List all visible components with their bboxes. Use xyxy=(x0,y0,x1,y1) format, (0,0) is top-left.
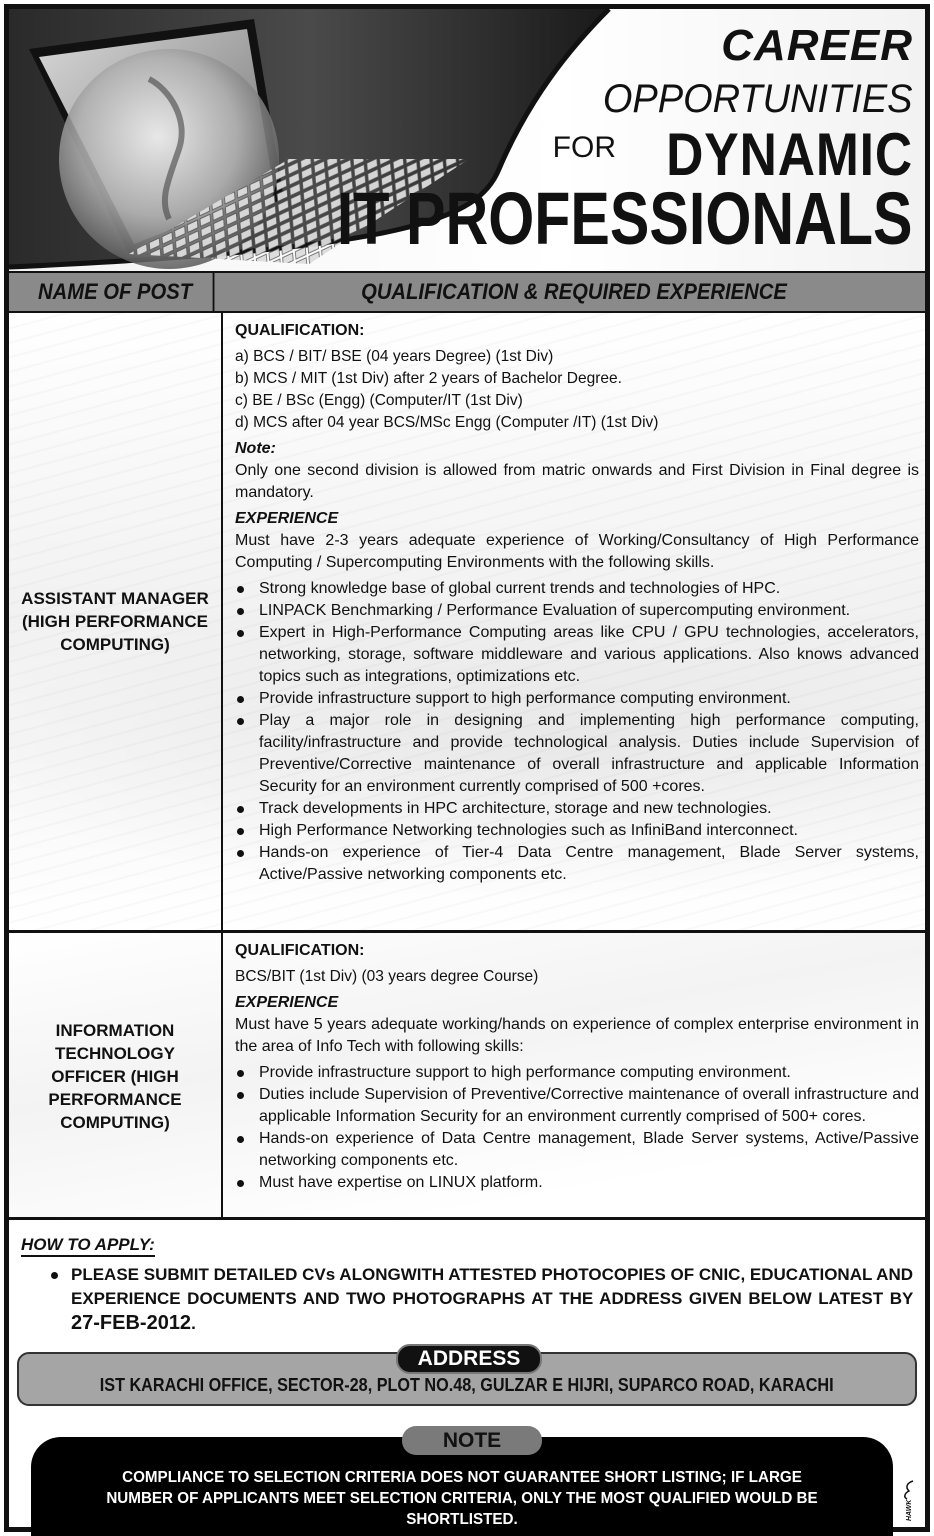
headline-for: FOR xyxy=(552,131,616,164)
qualification-item: c) BE / BSc (Engg) (Computer/IT (1st Div) xyxy=(235,392,523,409)
experience-heading: EXPERIENCE xyxy=(235,994,339,1011)
post-title: INFORMATION TECHNOLOGY OFFICER (HIGH PERFORMANCE COMPUTING) xyxy=(9,933,223,1219)
headline-opportunities: OPPORTUNITIES xyxy=(603,77,913,121)
post-requirements xyxy=(223,933,925,1219)
list-item: High Performance Networking technologies such as InfiniBand interconnect. xyxy=(235,820,919,842)
deadline-date: 27-FEB-2012 xyxy=(71,1312,192,1334)
table-header xyxy=(9,271,925,313)
list-item: Duties include Supervision of Preventive/Corrective maintenance of overall infrastructure and applicable Information Security for an environment currently comprised of 500+ cores. xyxy=(235,1084,919,1128)
table-row xyxy=(9,933,925,1219)
list-item: Expert in High-Performance Computing areas like CPU / GPU technologies, accelerators, networking, storage, software middleware and various applications. Also knows advanced topics such as integrations, optimizations etc. xyxy=(235,622,919,688)
list-item: LINPACK Benchmarking / Performance Evaluation of supercomputing environment. xyxy=(235,600,919,622)
qualification-item: a) BCS / BIT/ BSE (04 years Degree) (1st Div) xyxy=(235,348,554,365)
headline xyxy=(193,21,913,260)
list-item: Provide infrastructure support to high performance computing environment. xyxy=(235,1062,919,1084)
qualification-item: d) MCS after 04 year BCS/MSc Engg (Computer /IT) (1st Div) xyxy=(235,414,659,431)
experience-text: Must have 5 years adequate working/hands on experience of complex enterprise environment in the area of Info Tech with following skills: xyxy=(235,1016,919,1055)
how-to-apply-heading: HOW TO APPLY: xyxy=(21,1235,155,1257)
how-to-apply-section xyxy=(9,1221,925,1336)
divider xyxy=(9,1217,925,1220)
experience-text: Must have 2-3 years adequate experience of Working/Consultancy of High Performance Computing / Supercomputing Environments with the following skills. xyxy=(235,532,919,571)
list-item: Must have expertise on LINUX platform. xyxy=(235,1172,919,1194)
apply-instruction xyxy=(21,1263,913,1336)
headline-career: CAREER xyxy=(721,21,913,70)
list-item: Hands-on experience of Tier-4 Data Centre management, Blade Server systems, Active/Passive networking components etc. xyxy=(235,842,919,886)
post-requirements xyxy=(223,313,925,930)
headline-dynamic: DYNAMIC xyxy=(666,121,913,188)
table-row xyxy=(9,313,925,933)
experience-heading: EXPERIENCE xyxy=(235,510,339,527)
list-item: Play a major role in designing and implementing high performance computing, facility/infrastructure and provide technological analysis. Duties include Supervision of Preventive/Corrective maintenance of overall infrastructure and applicable Information Security for an environment currently comprised of 500 +cores. xyxy=(235,710,919,798)
address-label: ADDRESS xyxy=(396,1344,542,1374)
deadline-period: . xyxy=(191,1314,196,1333)
note-label: NOTE xyxy=(402,1426,542,1455)
qualification-heading: QUALIFICATION: xyxy=(235,322,365,339)
qualification-item: b) MCS / MIT (1st Div) after 2 years of Bachelor Degree. xyxy=(235,370,622,387)
note-heading: Note: xyxy=(235,440,276,457)
header-qualification: QUALIFICATION & REQUIRED EXPERIENCE xyxy=(361,279,787,304)
list-item: Hands-on experience of Data Centre management, Blade Server systems, Active/Passive networking components etc. xyxy=(235,1128,919,1172)
qualification-item: BCS/BIT (1st Div) (03 years degree Course) xyxy=(235,968,539,985)
list-item: Track developments in HPC architecture, storage and new technologies. xyxy=(235,798,919,820)
positions-table xyxy=(9,271,925,1219)
svg-text:HAWK: HAWK xyxy=(906,1499,913,1521)
banner xyxy=(9,9,925,271)
skills-list xyxy=(235,1062,919,1194)
address-text: IST KARACHI OFFICE, SECTOR-28, PLOT NO.48, GULZAR E HIJRI, SUPARCO ROAD, KARACHI xyxy=(100,1375,834,1395)
job-advertisement xyxy=(4,4,930,1532)
headline-it-professionals: IT PROFESSIONALS xyxy=(337,177,913,260)
apply-instruction-text: PLEASE SUBMIT DETAILED CVs ALONGWITH ATTESTED PHOTOCOPIES OF CNIC, EDUCATIONAL AND EXPERIENCE DOCUMENTS AND TWO PHOTOGRAPHS AT THE ADDRESS GIVEN BELOW LATEST BY xyxy=(71,1265,913,1308)
list-item: Strong knowledge base of global current trends and technologies of HPC. xyxy=(235,578,919,600)
hawk-agency-logo-icon xyxy=(899,1479,919,1523)
qualification-heading: QUALIFICATION: xyxy=(235,942,365,959)
list-item: Provide infrastructure support to high performance computing environment. xyxy=(235,688,919,710)
note-text: Only one second division is allowed from matric onwards and First Division in Final degree is mandatory. xyxy=(235,462,919,501)
note-text: COMPLIANCE TO SELECTION CRITERIA DOES NOT GUARANTEE SHORT LISTING; IF LARGE NUMBER OF APPLICANTS MEET SELECTION CRITERIA, ONLY THE MOST QUALIFIED WOULD BE SHORTLISTED. xyxy=(106,1468,818,1528)
header-name-of-post: NAME OF POST xyxy=(18,273,215,311)
post-title: ASSISTANT MANAGER (HIGH PERFORMANCE COMPUTING) xyxy=(9,313,223,930)
skills-list xyxy=(235,578,919,886)
